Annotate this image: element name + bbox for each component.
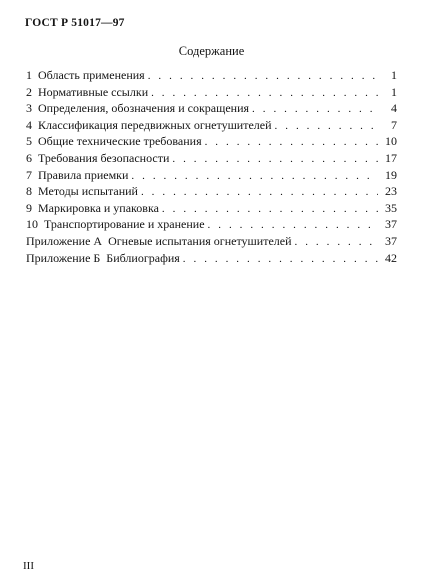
entry-title: Транспортирование и хранение (44, 217, 205, 232)
entry-number: 1 (26, 68, 32, 82)
entry-number: 5 (26, 134, 32, 149)
entry-title: Определения, обозначения и сокращения (38, 101, 250, 116)
toc-entry[interactable] (26, 200, 397, 217)
toc-entry[interactable] (26, 100, 397, 117)
entry-label (26, 67, 148, 84)
entry-number: 4 (26, 117, 32, 132)
dot-leader (295, 234, 378, 250)
entry-page-number: 17 (385, 150, 397, 165)
document-code: ГОСТ Р 51017—97 (25, 17, 125, 29)
entry-number: 6 (26, 150, 32, 165)
entry-title: Библиография (106, 250, 180, 265)
entry-number: Приложение Б (26, 250, 101, 265)
entry-title: Правила приемки (38, 167, 129, 182)
entry-title: Требования безопасности (38, 150, 170, 165)
entry-number: 3 (26, 101, 32, 116)
page-title: Содержание (178, 44, 245, 58)
entry-label (26, 200, 162, 217)
entry-label (26, 183, 141, 200)
entry-page-number: 1 (391, 84, 397, 99)
entry-page-number: 37 (385, 217, 397, 232)
entry-number: 2 (26, 84, 32, 99)
toc-entry[interactable] (26, 117, 397, 134)
entry-number: 10 (26, 217, 38, 232)
toc-entry[interactable] (26, 150, 397, 167)
entry-label (26, 84, 151, 101)
entry-number: 9 (26, 200, 32, 215)
entry-page-number: 37 (385, 233, 397, 248)
entry-title: Огневые испытания огнетушителей (108, 233, 292, 248)
entry-page-number: 23 (385, 184, 397, 199)
entry-title: Классификация передвижных огнетушителей (38, 117, 272, 132)
toc-entry[interactable] (26, 216, 397, 233)
page-number: III (23, 560, 34, 572)
dot-leader (183, 251, 378, 267)
entry-page-number: 42 (385, 250, 397, 265)
dot-leader (275, 118, 378, 134)
entry-page-number: 19 (385, 167, 397, 182)
toc-entry[interactable] (26, 250, 397, 267)
entry-label (26, 167, 131, 184)
toc-entry[interactable] (26, 183, 397, 200)
dot-leader (205, 134, 378, 150)
toc-entry[interactable] (26, 133, 397, 150)
entry-title: Область применения (38, 68, 145, 82)
toc-entry[interactable] (26, 67, 397, 84)
entry-number: 8 (26, 184, 32, 199)
entry-title: Общие технические требования (38, 134, 202, 149)
entry-number: Приложение А (26, 233, 103, 248)
entry-label (26, 216, 208, 233)
entry-title: Нормативные ссылки (38, 84, 149, 99)
dot-leader (172, 151, 378, 167)
entry-page-number: 10 (385, 134, 397, 149)
dot-leader (252, 101, 378, 117)
entry-label (26, 133, 205, 150)
entry-label (26, 233, 295, 250)
dot-leader (208, 217, 378, 233)
entry-title: Методы испытаний (38, 184, 138, 199)
toc-entry[interactable] (26, 233, 397, 250)
entry-page-number: 4 (391, 101, 397, 116)
dot-leader (151, 85, 378, 101)
dot-leader (162, 201, 378, 217)
entry-page-number: 7 (391, 117, 397, 132)
entry-page-number: 35 (385, 200, 397, 215)
entry-label (26, 117, 275, 134)
entry-title: Маркировка и упаковка (38, 200, 159, 215)
toc-entry[interactable] (26, 167, 397, 184)
dot-leader (141, 184, 378, 200)
table-of-contents (26, 67, 397, 266)
entry-label (26, 250, 183, 267)
dot-leader (148, 68, 378, 84)
entry-number: 7 (26, 167, 32, 182)
entry-label (26, 100, 252, 117)
entry-page-number: 1 (391, 68, 397, 82)
toc-entry[interactable] (26, 84, 397, 101)
dot-leader (131, 168, 378, 184)
entry-label (26, 150, 172, 167)
